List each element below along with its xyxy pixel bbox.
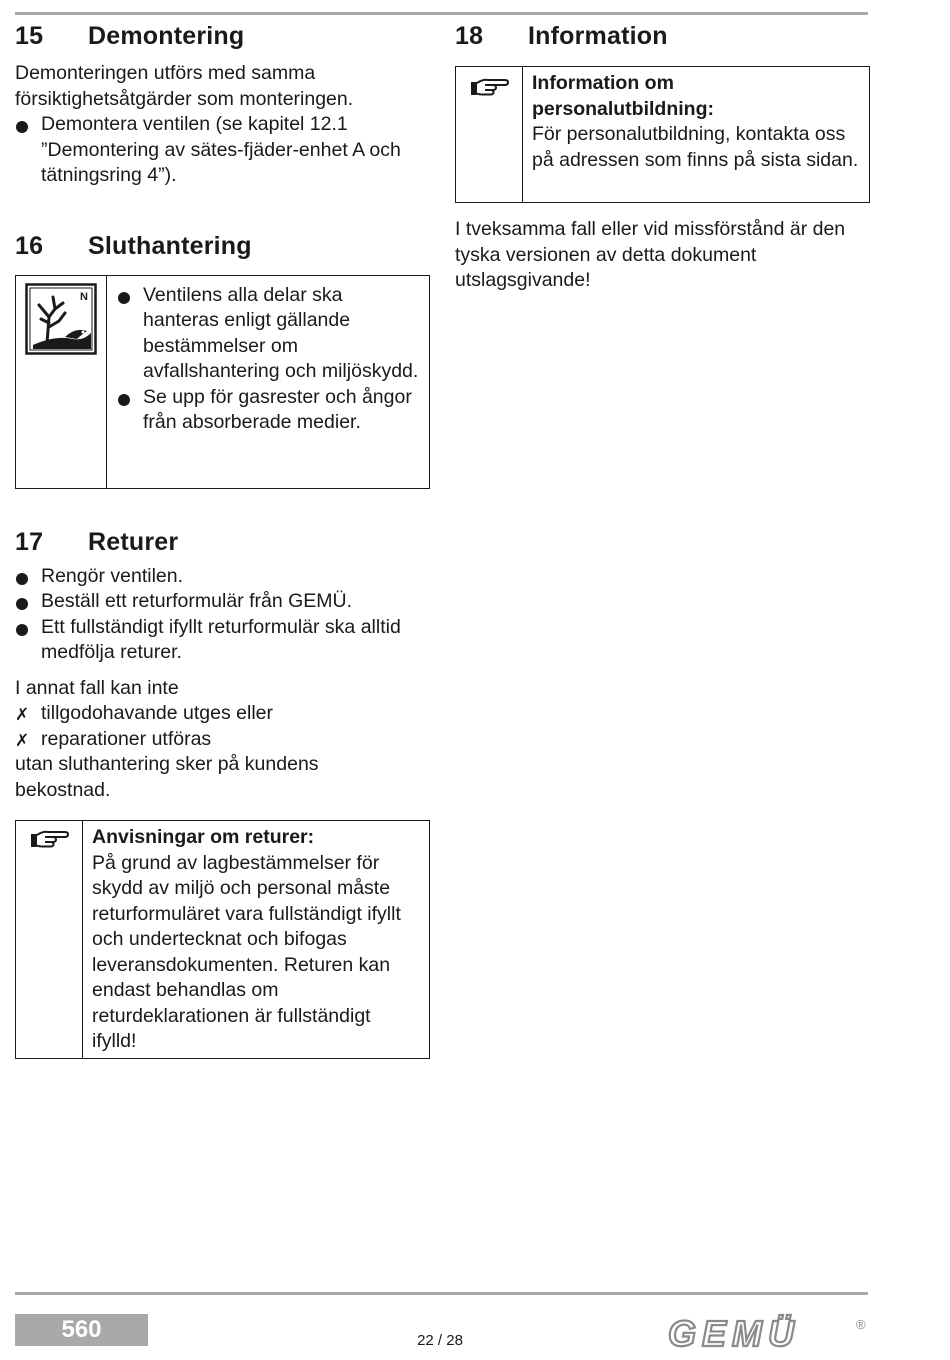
bullet-list [15, 112, 410, 189]
bullet-icon [118, 292, 130, 304]
header-rule [15, 12, 868, 15]
disposal-icon-cell [16, 276, 107, 488]
gemu-logo [666, 1313, 871, 1353]
left-column [15, 20, 430, 1059]
note-text-cell [523, 67, 870, 202]
note-body: För personalutbildning, kontakta oss på adressen som finns på sista sidan. [532, 123, 859, 171]
bullet-icon [16, 624, 28, 636]
section-number: 15 [15, 22, 44, 50]
else-intro: I annat fall kan inte [15, 676, 179, 699]
right-column [455, 20, 870, 294]
note-heading: Anvisningar om returer: [92, 826, 315, 848]
page-number: 22 / 28 [417, 1332, 463, 1349]
bullet-icon [118, 394, 130, 406]
cross-icon: ✗ [15, 705, 30, 724]
list-item-text: Ett fullständigt ifyllt returformulär ska alltid medfölja returer. [41, 615, 401, 663]
disposal-text-cell [107, 276, 429, 488]
section-heading [455, 20, 870, 52]
list-item [15, 701, 430, 727]
section-heading [15, 526, 430, 558]
list-item [15, 727, 430, 753]
environment-hazard-icon [25, 283, 97, 355]
list-item [117, 283, 421, 385]
section-18 [455, 20, 870, 294]
bullet-icon [16, 598, 28, 610]
else-outro: utan sluthantering sker på kundens bekostnad. [15, 753, 319, 801]
section-16 [15, 230, 430, 489]
section-17 [15, 526, 430, 1060]
section-title: Sluthantering [88, 231, 252, 260]
icon-letter: N [80, 290, 88, 303]
list-item-text: tillgodohavande utges eller [41, 702, 274, 724]
bullet-list [117, 283, 421, 436]
section-15 [15, 20, 430, 189]
note-body: På grund av lagbestämmelser för skydd av miljö och personal måste returformuläret vara fullständigt ifyllt och undertecknat och bifogas leveransdokumenten. Returen kan endast behandlas om returdeklarationen är fullständigt ifylld! [92, 851, 401, 1052]
list-item [15, 589, 430, 615]
list-item-text: reparationer utföras [41, 727, 212, 750]
note-text-cell [83, 821, 420, 1058]
bullet-icon [16, 121, 28, 133]
section-heading [15, 230, 430, 262]
svg-text:GEMÜ: GEMÜ [668, 1313, 800, 1353]
section-number: 16 [15, 231, 44, 260]
returns-note-box [15, 820, 430, 1059]
disposal-box [15, 275, 430, 489]
cross-icon: ✗ [15, 730, 30, 750]
bullet-icon [16, 573, 28, 585]
pointing-hand-icon [29, 828, 69, 850]
training-note-box [455, 66, 870, 203]
section-number: 18 [455, 22, 484, 50]
svg-text:®: ® [856, 1317, 866, 1332]
pointing-hand-icon [469, 76, 509, 98]
section-intro: Demonteringen utförs med samma försiktighetsåtgärder som monteringen. [15, 62, 354, 110]
section-title: Demontering [88, 22, 245, 50]
list-item [15, 112, 410, 189]
product-number-badge: 560 [15, 1314, 148, 1346]
list-item-text: Se upp för gasrester och ångor från absorberade medier. [143, 385, 412, 433]
list-item-text: Demontera ventilen (se kapitel 12.1 ”Demontering av sätes-fjäder-enhet A och tätningsring 4”). [41, 113, 401, 186]
footer-rule [15, 1292, 868, 1295]
list-item [15, 564, 430, 590]
list-item-text: Rengör ventilen. [41, 564, 184, 587]
cross-list [15, 701, 430, 752]
language-note: I tveksamma fall eller vid missförstånd är den tyska versionen av detta dokument utslagsgivande! [455, 218, 846, 291]
list-item [117, 385, 421, 436]
section-number: 17 [15, 527, 44, 556]
bullet-list [15, 564, 430, 666]
note-heading: Information om personalutbildning: [532, 72, 714, 120]
list-item-text: Ventilens alla delar ska hanteras enligt gällande bestämmelser om avfallshantering och miljöskydd. [143, 283, 419, 382]
note-icon-cell [456, 67, 523, 202]
list-item [15, 615, 430, 666]
section-heading [15, 20, 430, 52]
section-title: Returer [88, 527, 179, 556]
note-icon-cell [16, 821, 83, 1058]
section-title: Information [528, 22, 668, 50]
list-item-text: Beställ ett returformulär från GEMÜ. [41, 590, 353, 612]
